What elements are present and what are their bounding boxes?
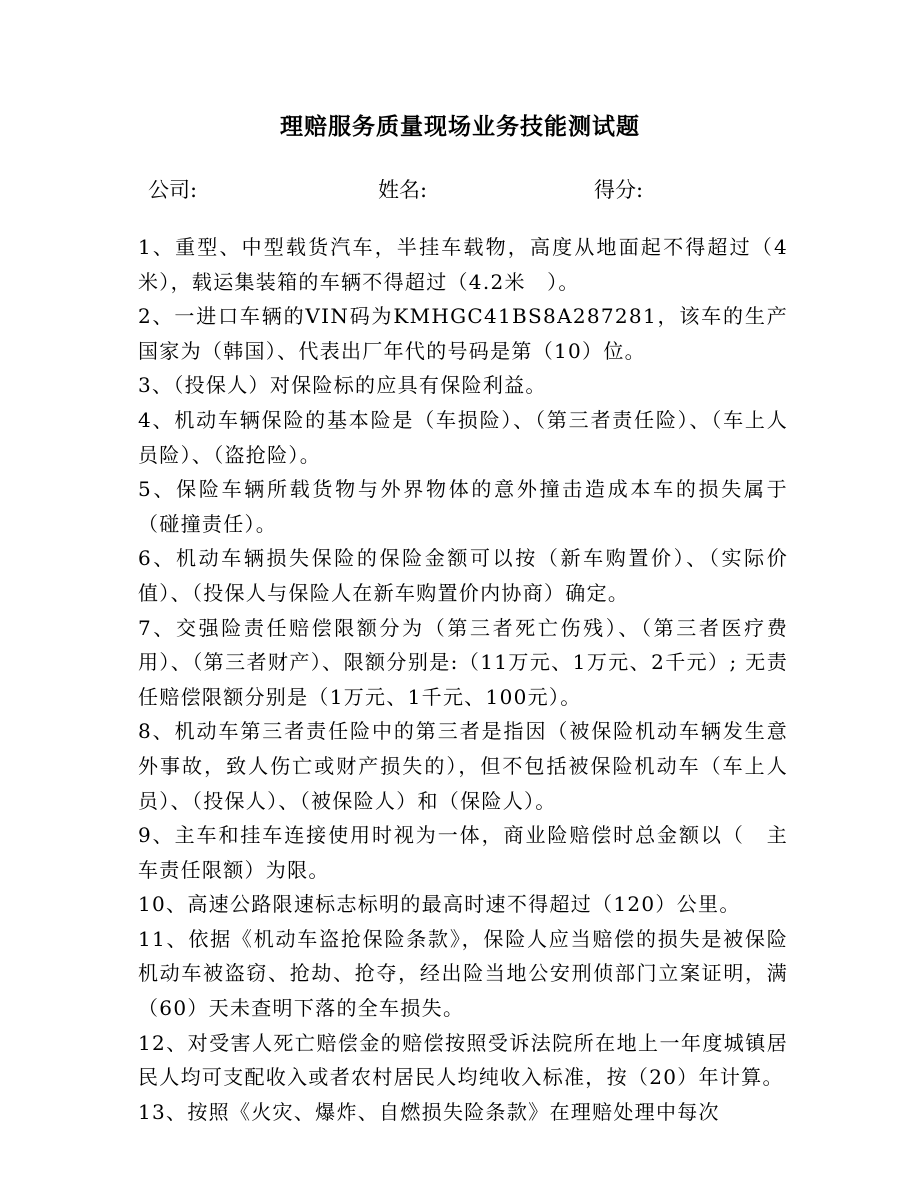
question-item: 1、重型、中型载货汽车，半挂车载物，高度从地面起不得超过（4米），载运集装箱的车辆不得超过（4.2米 ）。 — [138, 235, 788, 294]
question-item: 3、（投保人）对保险标的应具有保险利益。 — [138, 373, 547, 398]
score-field-label: 得分: — [594, 178, 644, 202]
document-title: 理赔服务质量现场业务技能测试题 — [280, 113, 640, 140]
question-item: 5、保险车辆所载货物与外界物体的意外撞击造成本车的损失属于（碰撞责任）。 — [138, 477, 788, 536]
question-item: 11、依据《机动车盗抢保险条款》，保险人应当赔偿的损失是被保险机动车被盗窃、抢劫、抢夺，经出险当地公安刑侦部门立案证明，满（60）天未查明下落的全车损失。 — [138, 926, 788, 1021]
question-item: 9、主车和挂车连接使用时视为一体，商业险赔偿时总金额以（ 主车责任限额）为限。 — [138, 823, 788, 882]
question-item: 2、一进口车辆的VIN码为KMHGC41BS8A287281，该车的生产国家为（韩国）、代表出厂年代的号码是第（10）位。 — [138, 304, 788, 363]
question-item: 12、对受害人死亡赔偿金的赔偿按照受诉法院所在地上一年度城镇居民人均可支配收入或者农村居民人均纯收入标准，按（20）年计算。 — [138, 1030, 788, 1090]
question-item: 6、机动车辆损失保险的保险金额可以按（新车购置价）、（实际价值）、（投保人与保险人在新车购置价内协商）确定。 — [138, 546, 788, 605]
question-item: 8、机动车第三者责任险中的第三者是指因（被保险机动车辆发生意外事故，致人伤亡或财产损失的），但不包括被保险机动车（车上人员）、（投保人）、（被保险人）和（保险人）。 — [138, 719, 788, 813]
header-fields — [0, 174, 920, 204]
company-field-label: 公司: — [148, 178, 198, 202]
question-list — [138, 230, 788, 1129]
question-item: 4、机动车辆保险的基本险是（车损险）、（第三者责任险）、（车上人员险）、（盗抢险）。 — [138, 407, 788, 467]
name-field-label: 姓名: — [378, 178, 428, 202]
question-item: 13、按照《火灾、爆炸、自燃损失险条款》在理赔处理中每次 — [138, 1099, 720, 1124]
question-item: 7、交强险责任赔偿限额分为（第三者死亡伤残）、（第三者医疗费用）、（第三者财产）、限额分别是:（11万元、1万元、2千元）; 无责任赔偿限额分别是（1万元、1千元、100元）。 — [138, 615, 788, 709]
question-item: 10、高速公路限速标志标明的最高时速不得超过（120）公里。 — [138, 892, 741, 917]
